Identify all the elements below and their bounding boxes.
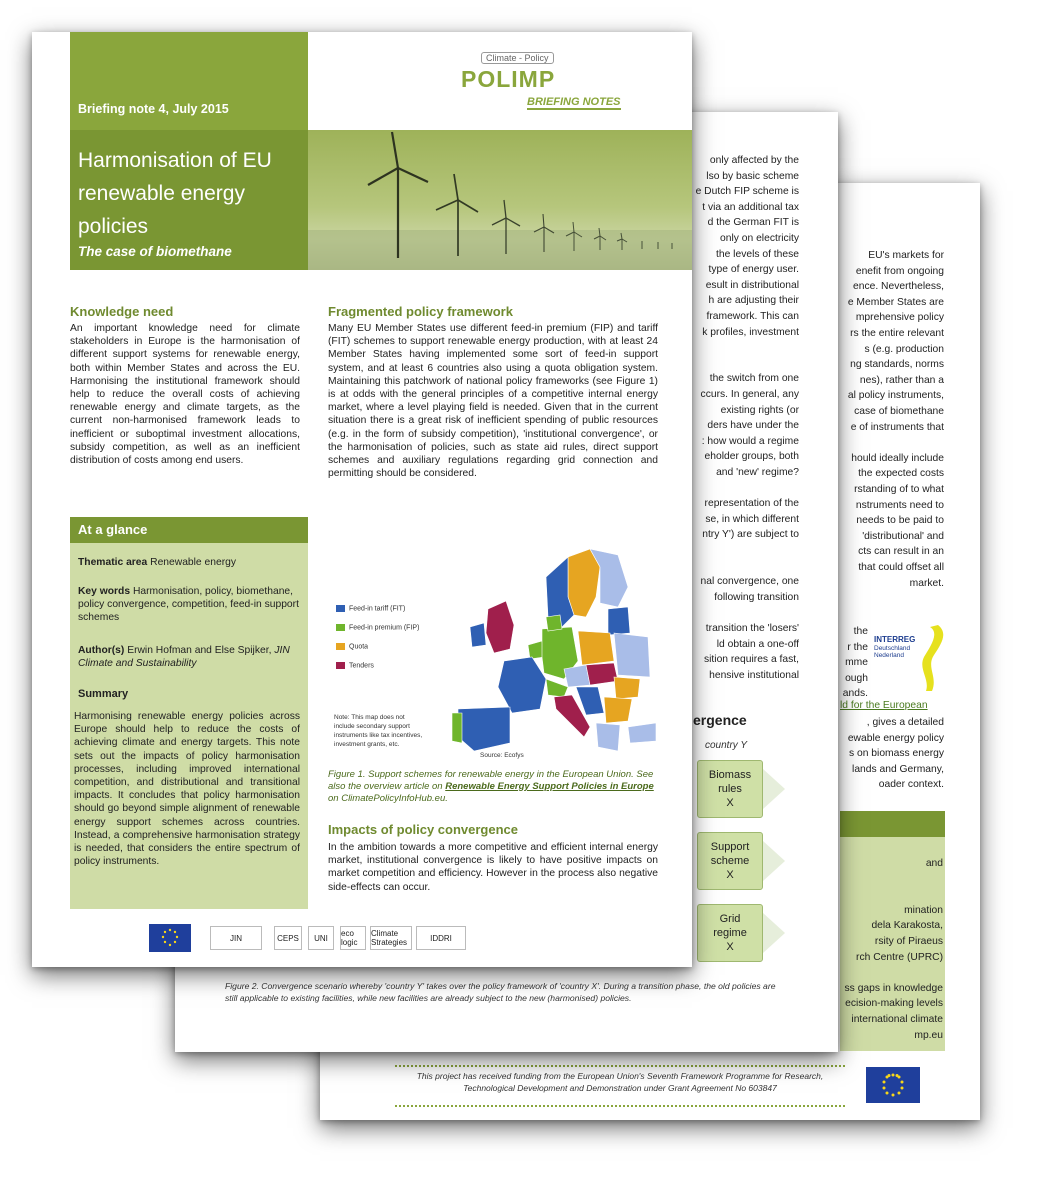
text-line: case of biomethane bbox=[854, 406, 944, 417]
text-line: hould ideally include bbox=[851, 452, 944, 464]
logo-climate-policy: Climate - Policy bbox=[481, 52, 554, 64]
logo-briefing-notes: BRIEFING NOTES bbox=[527, 96, 621, 108]
text-line: mme bbox=[845, 657, 868, 669]
text-line: that could offset all bbox=[858, 562, 944, 573]
text-line: EU's markets for bbox=[868, 250, 944, 261]
convergence-box-line: Biomass bbox=[708, 769, 752, 781]
country-y-label: country Y bbox=[705, 740, 748, 751]
thematic-area-value: Renewable energy bbox=[150, 557, 237, 568]
text-line: the expected costs bbox=[858, 468, 944, 480]
text-line: rs the entire relevant bbox=[850, 328, 944, 339]
impacts-heading: Impacts of policy convergence bbox=[328, 822, 519, 837]
page3-link[interactable]: ld for the European bbox=[840, 700, 928, 711]
legend-label: Feed-in tariff (FIT) bbox=[349, 605, 406, 613]
text-line: only affected by the bbox=[709, 155, 799, 166]
text-line: lands and Germany, bbox=[852, 763, 944, 775]
text-line: oader context. bbox=[878, 779, 944, 791]
key-words-value: Harmonisation, policy, biomethane, policy convergence, competition, feed-in support schemes bbox=[78, 586, 299, 624]
fragmented-text: Many EU Member States use different feed-in premium (FIP) and tariff (FIT) schemes to support renewable energy production, with at least 24 Member States having implemented some sort of feed-in support system, and at least 6 countries also using a quota obligation system. Maintaining this patchwork of national policy frameworks (see Figure 1) is at odds with the general principles of a competitive internal energy market, where a level playing field is needed. Given that in the current situation there is a great risk of inefficient spending of public resources (e.g. in the form of subsidy competition), 'institutional convergence', or the harmonisation of policies, such as state aid rules, direct support schemes and auxiliary regulations regarding grid connection and permitting should be considered. bbox=[328, 323, 658, 480]
text-line: eholder groups, both bbox=[704, 451, 799, 463]
thematic-area bbox=[78, 556, 300, 569]
text-line: only on electricity bbox=[720, 233, 799, 244]
convergence-box bbox=[697, 832, 763, 890]
convergence-box-line: X bbox=[726, 797, 734, 809]
logo-polimp: POLIMP bbox=[461, 66, 556, 92]
text-line: ccurs. In general, any bbox=[700, 389, 799, 400]
polimp-logo bbox=[457, 50, 657, 120]
text-line: existing rights (or bbox=[720, 404, 799, 416]
text-line: ss gaps in knowledge bbox=[844, 982, 943, 994]
convergence-box-line: regime bbox=[713, 927, 747, 939]
funding-text: This project has received funding from the European Union's Seventh Framework Programme for Research, Technological Development and Demonstration under Grant Agreement No 603847 bbox=[416, 1071, 824, 1093]
partner-logo: IDDRI bbox=[416, 926, 466, 950]
convergence-box-line: Support bbox=[710, 841, 750, 853]
page-title: Harmonisation of EU renewable energy policies bbox=[78, 149, 272, 238]
text-line: ld obtain a one-off bbox=[716, 638, 799, 650]
authors-label: Author(s) bbox=[78, 645, 125, 656]
page2-convergence-heading: ergence bbox=[693, 712, 747, 728]
text-line: e Member States are bbox=[847, 296, 944, 308]
text-line: cts can result in an bbox=[858, 546, 944, 558]
text-line: dela Karakosta, bbox=[871, 920, 943, 932]
text-line: mprehensive policy bbox=[855, 312, 944, 324]
text-line: and 'new' regime? bbox=[716, 467, 799, 478]
text-line: ough bbox=[845, 672, 868, 684]
text-line: h are adjusting their bbox=[708, 295, 799, 307]
arrow-right-icon bbox=[763, 841, 785, 881]
text-line: t via an additional tax bbox=[702, 201, 799, 213]
text-line: rsity of Piraeus bbox=[874, 936, 943, 947]
text-line: ecision-making levels bbox=[845, 998, 943, 1010]
eu-logo-icon bbox=[149, 924, 191, 952]
map-note: Note: This map does not include secondary support instruments like tax incentives, investment grants, etc. bbox=[334, 714, 423, 748]
text-line: ence. Nevertheless, bbox=[852, 281, 944, 293]
impacts-text: In the ambition towards a more competitive and efficient internal energy market, institutional convergence is likely to have positive impacts on market competition and efficiency. However in the process also negative side-effects can occur. bbox=[328, 842, 658, 893]
convergence-box-line: X bbox=[726, 941, 734, 953]
text-line: ders have under the bbox=[707, 420, 799, 432]
convergence-box-line: X bbox=[726, 869, 734, 881]
header-green-panel bbox=[70, 32, 308, 130]
fragmented-heading: Fragmented policy framework bbox=[328, 304, 513, 319]
map-source: Source: Ecofys bbox=[480, 752, 524, 759]
legend-label: Feed-in premium (FIP) bbox=[349, 624, 420, 632]
arrow-right-icon bbox=[763, 913, 785, 953]
text-line: : how would a regime bbox=[701, 435, 799, 447]
text-line: enefit from ongoing bbox=[855, 265, 944, 277]
partner-logo: CEPS bbox=[274, 926, 302, 950]
title-block bbox=[70, 130, 308, 270]
wind-turbines-icon bbox=[308, 130, 692, 270]
convergence-box bbox=[697, 760, 763, 818]
text-line: representation of the bbox=[704, 498, 799, 510]
text-line: s on biomass energy bbox=[848, 748, 944, 760]
text-line: the levels of these bbox=[716, 248, 799, 260]
text-line: and bbox=[925, 858, 943, 869]
summary-text: Harmonising renewable energy policies across Europe should help to reduce the costs of achieving climate and energy targets. This note sets out the impacts of policy harmonisation processes, including improved international competition, and distributional and transitional impacts. It concludes that policy harmonisation should go beyond simple alignment of renewable energy support schemes across countries. Instead, a comprehensive harmonisation strategy is needed, that considers the entire spectrum of policy instruments. bbox=[74, 711, 300, 868]
text-line: ands. bbox=[842, 688, 868, 700]
figure1-caption-a: Figure 1. Support schemes for renewable energy in the European Union. See also the overview article on bbox=[328, 769, 654, 792]
convergence-box bbox=[697, 904, 763, 962]
text-line: the switch from one bbox=[709, 373, 799, 385]
text-line: rch Centre (UPRC) bbox=[856, 951, 943, 963]
text-line: , gives a detailed bbox=[866, 717, 944, 728]
text-line: esult in distributional bbox=[705, 279, 799, 291]
authors bbox=[78, 644, 300, 670]
knowledge-need-text: An important knowledge need for climate stakeholders in Europe is the harmonisation of different support systems for renewable energy, both within Member States and across the EU. Harmonising the institutional framework should help to reduce the overall costs of achieving renewable energy and climate targets, as the current non-harmonised framework leads to inefficient or suboptimal investment allocations, subsidy competition, as well as an inefficient distribution of costs among end users. bbox=[70, 323, 300, 467]
text-line: e Dutch FIP scheme is bbox=[695, 186, 799, 198]
interreg-label: INTERREG bbox=[874, 635, 916, 644]
interreg-logo bbox=[868, 623, 953, 693]
partner-logo: UNI bbox=[308, 926, 334, 950]
text-line: type of energy user. bbox=[708, 264, 799, 276]
funding-footer bbox=[395, 1065, 845, 1107]
text-line: e of instruments that bbox=[850, 421, 944, 433]
page-subtitle: The case of biomethane bbox=[78, 244, 232, 259]
authors-value: Erwin Hofman and Else Spijker, bbox=[127, 645, 272, 656]
text-line: ntry Y') are subject to bbox=[702, 529, 799, 541]
text-line: d the German FIT is bbox=[707, 217, 799, 229]
figure2-caption: Figure 2. Convergence scenario whereby 'country Y' takes over the policy framework of 'country X'. During a transition phase, the old policies are still applicable to existing facilities, while new facilities are already subject to the new (harmonised) policies. bbox=[225, 981, 776, 1003]
text-line: needs to be paid to bbox=[856, 515, 944, 527]
text-line: rstanding of to what bbox=[854, 484, 944, 495]
key-words bbox=[78, 585, 300, 625]
convergence-box-line: Grid bbox=[719, 913, 741, 925]
text-line: nstruments need to bbox=[855, 499, 944, 511]
thematic-area-label: Thematic area bbox=[78, 557, 148, 568]
text-line: nes), rather than a bbox=[859, 374, 944, 386]
text-line: transition the 'losers' bbox=[705, 623, 799, 634]
text-line: k profiles, investment bbox=[702, 326, 799, 338]
text-line: ng standards, norms bbox=[850, 359, 944, 371]
wind-turbine-image bbox=[308, 130, 692, 270]
convergence-box-line: scheme bbox=[710, 855, 750, 867]
legend-label: Tenders bbox=[349, 662, 374, 670]
arrow-right-icon bbox=[763, 769, 785, 809]
text-line: international climate bbox=[851, 1014, 943, 1025]
knowledge-need-heading: Knowledge need bbox=[70, 304, 174, 319]
interreg-sublabel: Deutschland Nederland bbox=[874, 645, 911, 659]
text-line: market. bbox=[909, 577, 944, 589]
text-line: the bbox=[853, 626, 868, 637]
text-line: lso by basic scheme bbox=[706, 170, 799, 182]
partner-logo: eco logic bbox=[340, 926, 366, 950]
authors-org: JIN Climate and Sustainability bbox=[78, 645, 290, 670]
summary-heading: Summary bbox=[78, 688, 129, 700]
text-line: hensive institutional bbox=[709, 669, 799, 681]
eu-map-figure bbox=[328, 537, 658, 767]
text-line: sition requires a fast, bbox=[703, 654, 799, 666]
partner-logo: Climate Strategies bbox=[370, 926, 412, 950]
briefing-note-label: Briefing note 4, July 2015 bbox=[78, 102, 229, 116]
text-line: s (e.g. production bbox=[864, 343, 944, 355]
key-words-label: Key words bbox=[78, 586, 131, 597]
figure1-caption-link[interactable]: Renewable Energy Support Policies in Europe bbox=[445, 781, 654, 792]
text-line: mination bbox=[904, 904, 943, 916]
convergence-box-line: rules bbox=[718, 783, 742, 795]
figure1-caption bbox=[328, 769, 658, 805]
legend-label: Quota bbox=[349, 643, 369, 651]
text-line: r the bbox=[847, 641, 868, 653]
text-line: al policy instruments, bbox=[847, 390, 944, 402]
text-line: mp.eu bbox=[914, 1029, 943, 1041]
partner-logo: JIN bbox=[210, 926, 262, 950]
eu-flag-icon bbox=[866, 1067, 920, 1103]
at-a-glance-heading: At a glance bbox=[70, 517, 308, 543]
text-line: se, in which different bbox=[705, 513, 799, 525]
figure1-caption-b: on ClimatePolicyInfoHub.eu. bbox=[328, 793, 448, 804]
text-line: following transition bbox=[714, 591, 799, 603]
text-line: ewable energy policy bbox=[847, 732, 944, 744]
text-line: framework. This can bbox=[706, 311, 799, 322]
text-line: 'distributional' and bbox=[862, 530, 944, 542]
briefing-page-1 bbox=[32, 32, 692, 967]
text-line: nal convergence, one bbox=[700, 576, 799, 588]
